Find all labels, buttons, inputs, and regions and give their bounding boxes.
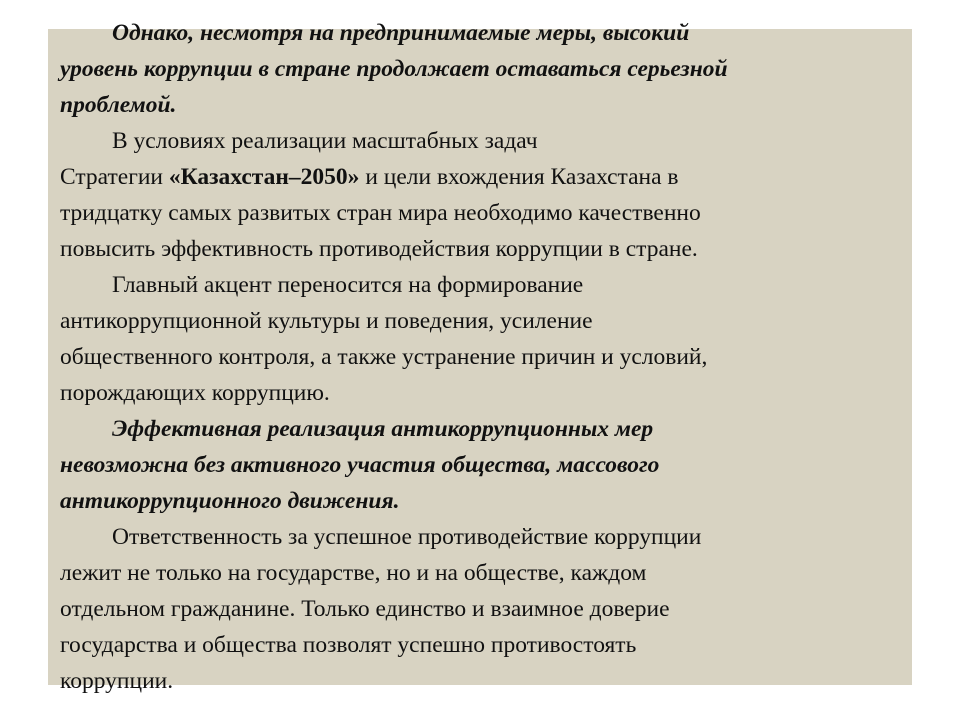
para1-line1: Однако, несмотря на предпринимаемые меры, высокий [112,20,690,46]
para3-line2: антикоррупционной культуры и поведения, усиление [60,308,593,334]
para2-line1: В условиях реализации масштабных задач [112,128,538,154]
para3-line1: Главный акцент переносится на формирование [112,272,584,298]
para2-line4: повысить эффективность противодействия коррупции в стране. [60,236,698,262]
para1-line2: уровень коррупции в стране продолжает оставаться серьезной [60,56,728,82]
para4-line3: антикоррупционного движения. [60,488,400,514]
para1-line3: проблемой. [60,92,177,118]
para2-line2-suffix: и цели вхождения Казахстана в [359,164,679,190]
para5-line1: Ответственность за успешное противодействие коррупции [112,524,702,550]
para3-line3: общественного контроля, а также устранение причин и условий, [60,344,708,370]
para5-line4: государства и общества позволят успешно противостоять [60,632,637,658]
para3-line4: порождающих коррупцию. [60,380,330,406]
para5-line5: коррупции. [60,668,174,694]
para2-line2-prefix: Стратегии [60,164,169,190]
strategy-name: «Казахстан–2050» [168,164,360,190]
para4-line2: невозможна без активного участия общества, массового [60,452,660,478]
para2-line3: тридцатку самых развитых стран мира необходимо качественно [60,200,701,226]
para2-line2 [60,159,900,195]
para5-line2: лежит не только на государстве, но и на обществе, каждом [60,560,647,586]
slide-text-body [60,15,900,699]
para4-line1: Эффективная реализация антикоррупционных мер [112,416,654,442]
para5-line3: отдельном гражданине. Только единство и взаимное доверие [60,596,670,622]
